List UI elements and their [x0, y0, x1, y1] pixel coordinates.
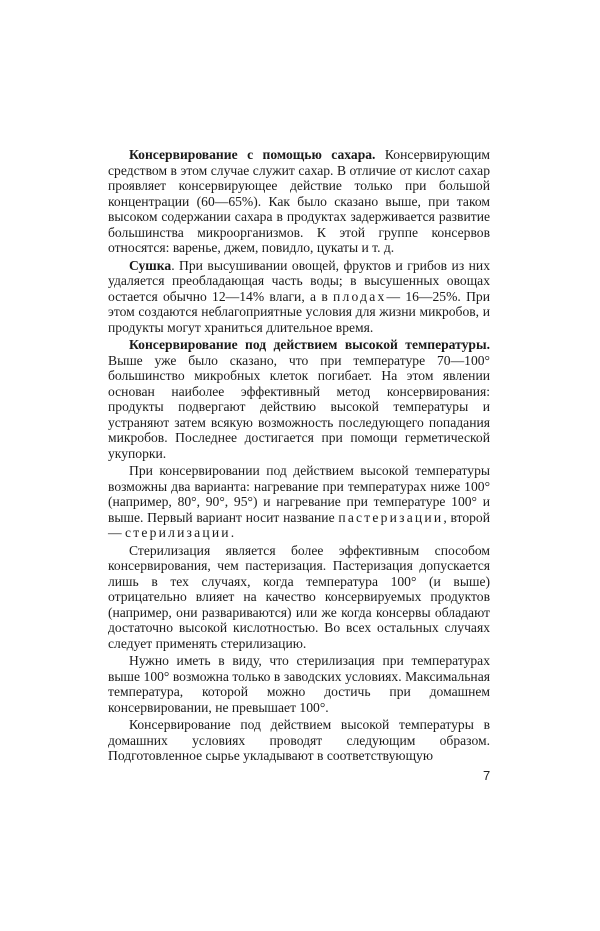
spaced-term: плодах: [333, 288, 387, 304]
paragraph-two-variants: [108, 463, 490, 541]
paragraph-high-temperature: [108, 337, 490, 461]
paragraph-drying: [108, 258, 490, 336]
paragraph-sterilization: [108, 543, 490, 652]
paragraph-text: Консервирующим средством в этом случае служит сахар. В отличие от кислот сахар проявляет консервирующее действие только при большой концентрации (60—65%). Как было сказано выше, при таком высоком содержании сахара в продуктах задерживается развитие большинства микроорганизмов. К этой группе консервов относятся: варенье, джем, повидло, цукаты и т. д.: [108, 147, 491, 255]
spaced-term-sterilization: стерилизации: [125, 525, 231, 540]
paragraph-text: Стерилизация является более эффективным способом консервирования, чем пастеризация. Пастеризация допускается лишь в тех случаях, когда температура 100° (и выше) отрицательно влияет на качество консервируемых продуктов (например, они развариваются) или же когда консервы обладают достаточно высокой кислотностью. Во всех остальных случаях следует применять стерилизацию.: [108, 542, 490, 651]
paragraph-heading: Сушка: [129, 257, 172, 273]
paragraph-text: — 16—25%. При этом создаются неблагоприятные условия для жизни микробов, и продукты могут храниться длительное время.: [108, 288, 490, 335]
paragraph-heading: Консервирование с помощью сахара.: [129, 147, 376, 162]
spaced-term-pasteurization: пастеризации: [338, 509, 444, 525]
paragraph-text: Выше уже было сказано, что при температуре 70—100° большинство микробных клеток погибает. На этом явлении основан наиболее эффективный метод консервирования: продукты подвергают действию высокой температуры и устраняют затем всякую возможность последующего попадания микробов. Последнее достигается при помощи герметической укупорки.: [108, 352, 490, 461]
paragraph-heading: Консервирование под действием высокой температуры.: [129, 337, 490, 352]
paragraph-text: , второй —: [108, 509, 490, 540]
paragraph-sugar-preservation: [108, 147, 490, 256]
paragraph-text: Консервирование под действием высокой температуры в домашних условиях проводят следующим образом. Подготовленное сырье укладывают в соответствующую: [108, 717, 490, 763]
paragraph-factory-conditions: [108, 653, 490, 715]
paragraph-text: При консервировании под действием высокой температуры возможны два варианта: нагревание при температурах ниже 100° (например, 80°, 90°, 95°) и нагревание при температуре 100° и выше. Первый вариант носит название: [108, 463, 490, 525]
page-body: [108, 147, 490, 764]
paragraph-text: . При высушивании овощей, фруктов и грибов из них удаляется преобладающая часть воды; в высушенных овощах остается обычно 12—14% влаги, а в: [108, 257, 490, 304]
page-number: 7: [483, 768, 491, 783]
paragraph-text: .: [230, 525, 235, 540]
paragraph-text: Нужно иметь в виду, что стерилизация при температурах выше 100° возможна только в заводских условиях. Максимальная температура, которой можно достичь при домашнем консервировании, не превышает 100°.: [108, 653, 490, 715]
paragraph-home-conditions: [108, 717, 490, 764]
